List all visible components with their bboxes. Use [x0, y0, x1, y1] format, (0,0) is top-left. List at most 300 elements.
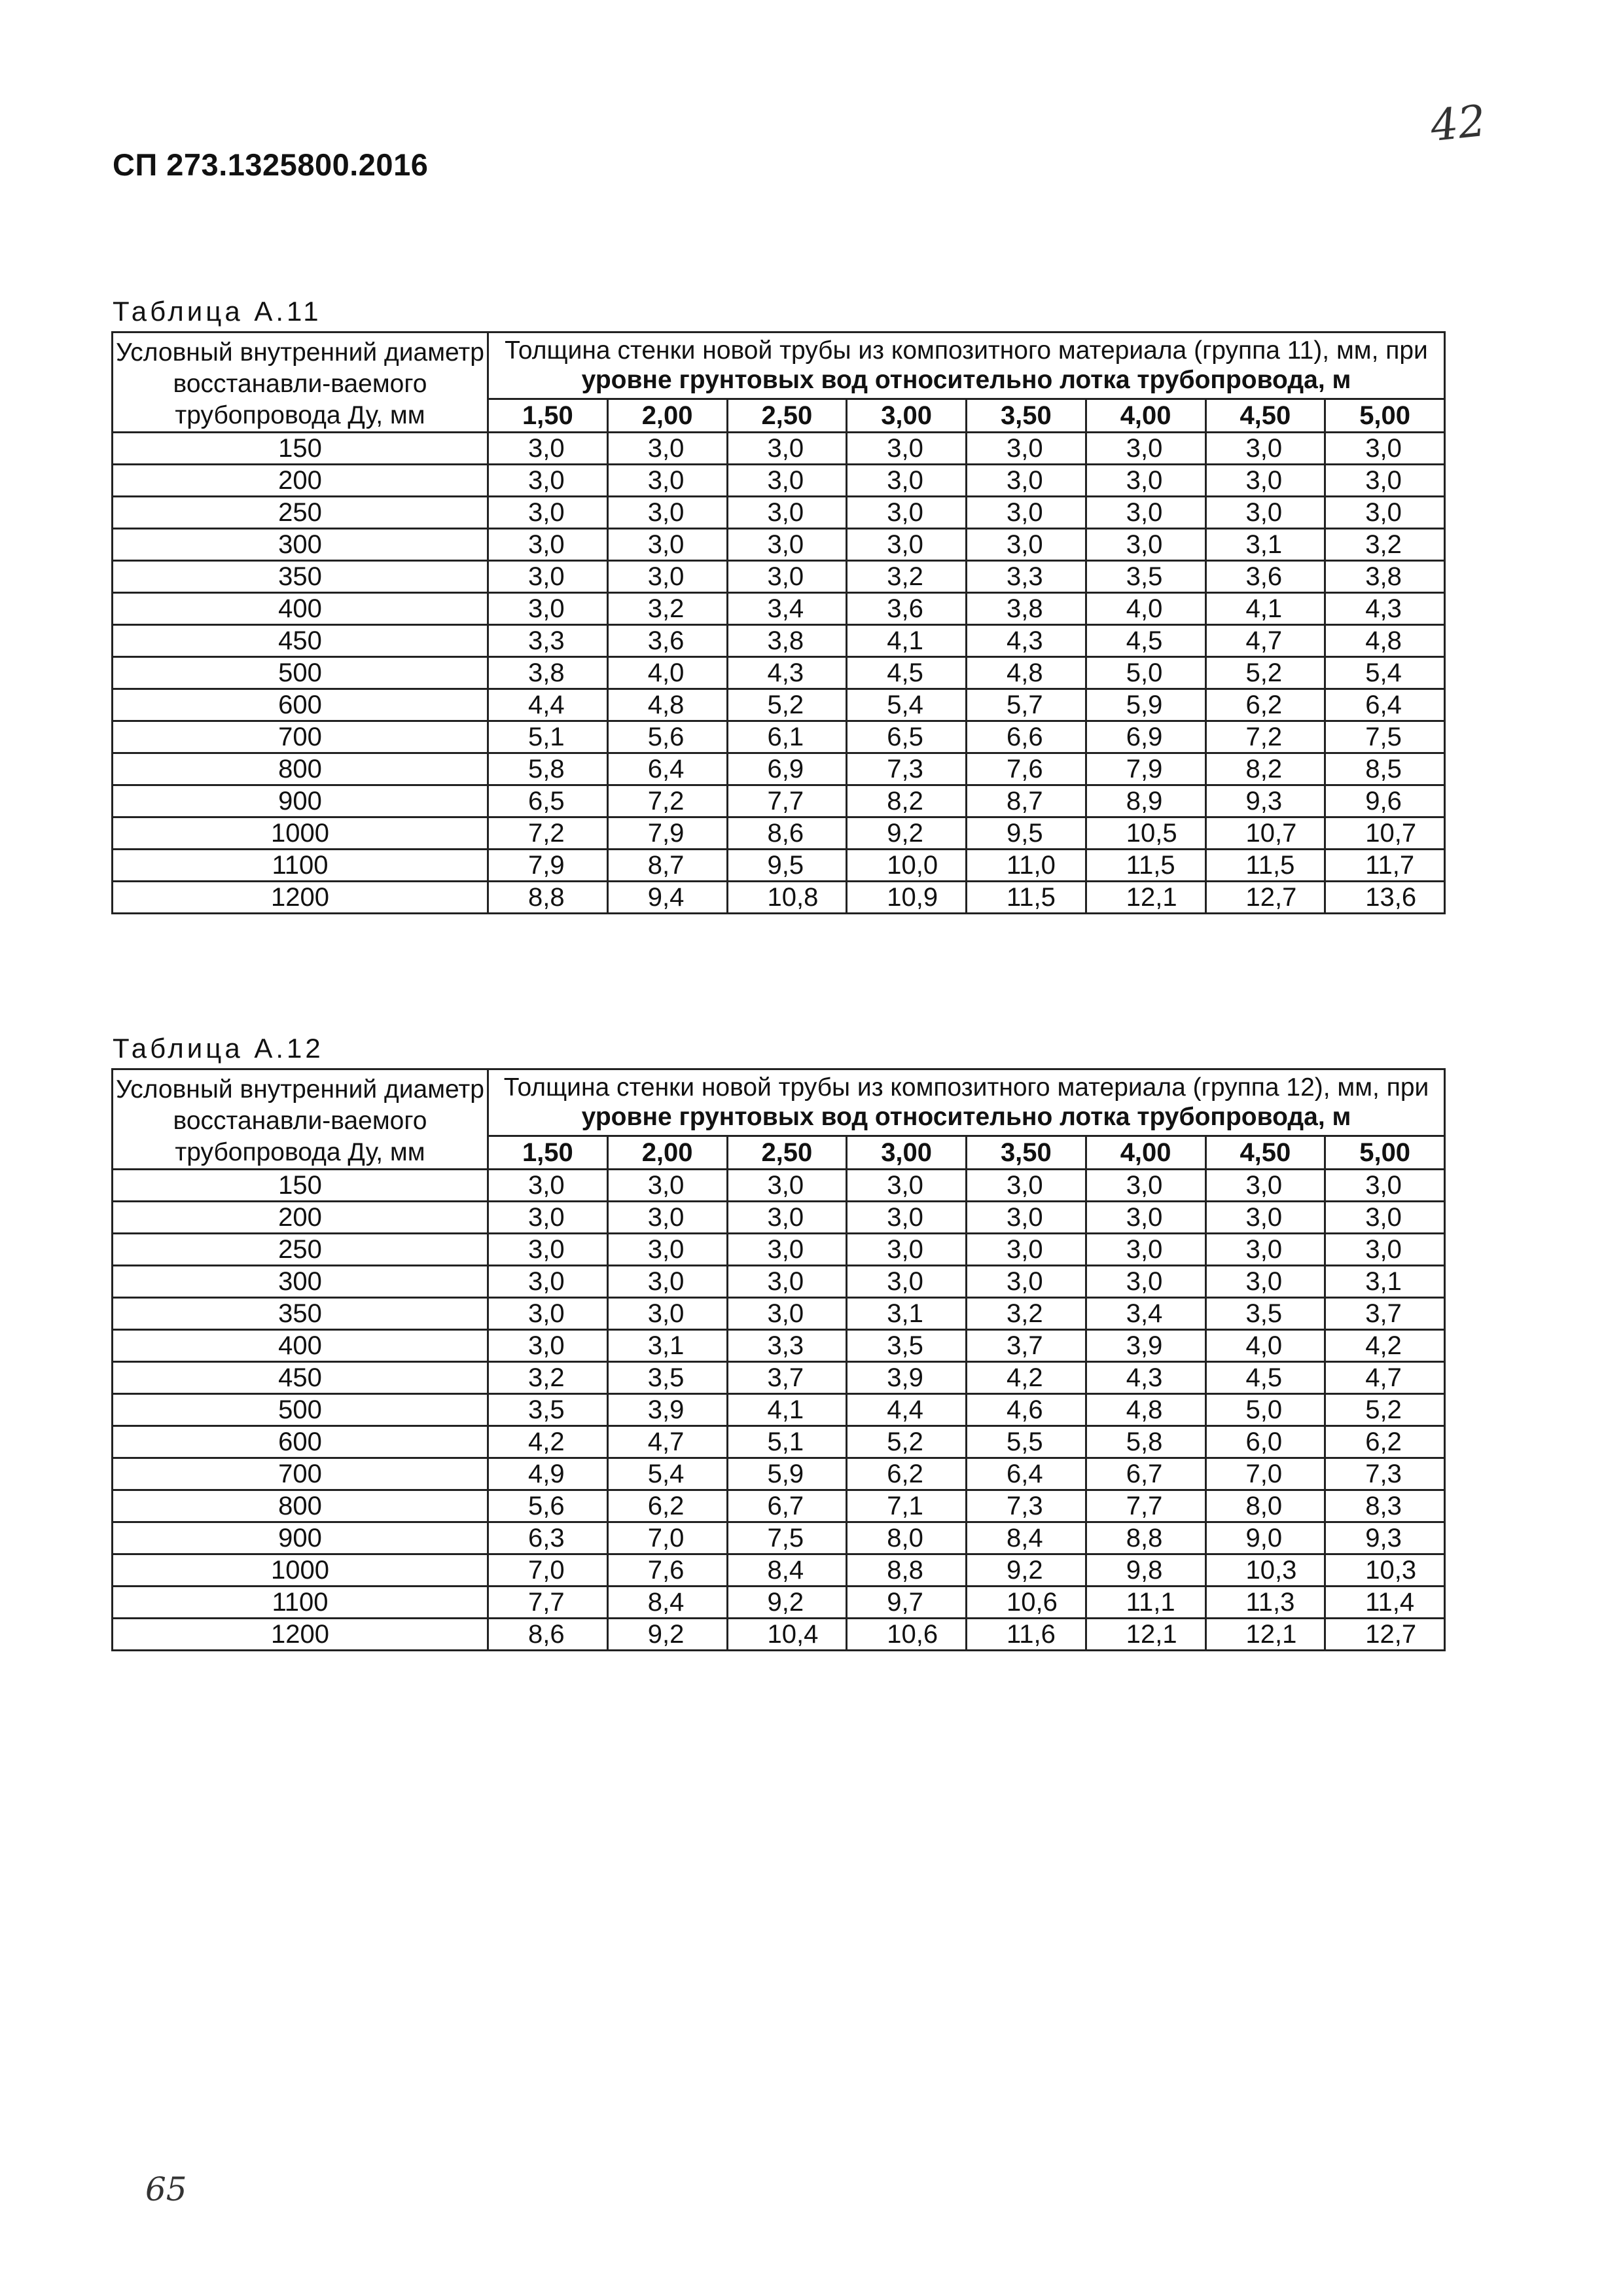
thickness-cell: 5,1 [727, 1426, 847, 1458]
table-body [113, 433, 1445, 914]
thickness-cell: 8,7 [967, 785, 1086, 817]
table-row [113, 1458, 1445, 1490]
thickness-cell: 8,8 [1086, 1522, 1205, 1554]
thickness-cell: 8,2 [1205, 753, 1325, 785]
table-row [113, 850, 1445, 882]
thickness-cell: 3,0 [967, 497, 1086, 529]
table-row [113, 1170, 1445, 1202]
thickness-cell: 3,0 [1205, 433, 1325, 465]
thickness-cell: 3,0 [727, 561, 847, 593]
thickness-cell: 3,1 [847, 1298, 967, 1330]
thickness-cell: 9,3 [1205, 785, 1325, 817]
thickness-cell: 3,0 [607, 497, 727, 529]
table-row [113, 1330, 1445, 1362]
thickness-cell: 4,2 [967, 1362, 1086, 1394]
thickness-cell: 3,0 [727, 1202, 847, 1234]
thickness-cell: 3,0 [488, 593, 608, 625]
thickness-cell: 3,0 [607, 433, 727, 465]
thickness-cell: 6,2 [847, 1458, 967, 1490]
thickness-cell: 7,2 [488, 817, 608, 850]
thickness-cell: 4,1 [1205, 593, 1325, 625]
thickness-cell: 8,8 [847, 1554, 967, 1587]
thickness-cell: 3,0 [488, 1298, 608, 1330]
thickness-cell: 3,0 [1086, 433, 1205, 465]
thickness-cell: 8,0 [1205, 1490, 1325, 1522]
column-header-diameter: Условный внутренний диаметр восстанавли-ваемого трубопровода Ду, мм [113, 332, 488, 433]
thickness-cell: 3,0 [607, 561, 727, 593]
thickness-cell: 3,0 [1086, 1202, 1205, 1234]
table-header-row [113, 332, 1445, 399]
diameter-cell: 1100 [113, 1587, 488, 1619]
thickness-cell: 8,4 [727, 1554, 847, 1587]
level-header: 2,00 [607, 1136, 727, 1170]
column-group-header [488, 1069, 1445, 1136]
thickness-cell: 3,0 [847, 529, 967, 561]
thickness-cell: 4,0 [1205, 1330, 1325, 1362]
thickness-cell: 5,1 [488, 721, 608, 753]
level-header: 5,00 [1325, 1136, 1445, 1170]
table-row [113, 1394, 1445, 1426]
thickness-cell: 3,0 [607, 1234, 727, 1266]
thickness-cell: 5,2 [1205, 657, 1325, 689]
diameter-cell: 350 [113, 561, 488, 593]
thickness-cell: 5,0 [1205, 1394, 1325, 1426]
thickness-cell: 6,5 [488, 785, 608, 817]
table-row [113, 817, 1445, 850]
diameter-cell: 700 [113, 721, 488, 753]
thickness-cell: 3,0 [1325, 433, 1445, 465]
thickness-cell: 8,4 [607, 1587, 727, 1619]
thickness-cell: 10,8 [727, 882, 847, 914]
thickness-cell: 5,0 [1086, 657, 1205, 689]
thickness-cell: 4,3 [967, 625, 1086, 657]
thickness-cell: 3,0 [488, 433, 608, 465]
thickness-cell: 3,2 [607, 593, 727, 625]
thickness-cell: 7,7 [1086, 1490, 1205, 1522]
thickness-cell: 3,0 [488, 1202, 608, 1234]
diameter-cell: 1200 [113, 882, 488, 914]
diameter-cell: 500 [113, 657, 488, 689]
thickness-cell: 12,1 [1205, 1619, 1325, 1651]
thickness-cell: 4,7 [1325, 1362, 1445, 1394]
table-row [113, 721, 1445, 753]
thickness-cell: 10,9 [847, 882, 967, 914]
thickness-cell: 12,1 [1086, 1619, 1205, 1651]
thickness-cell: 7,3 [967, 1490, 1086, 1522]
thickness-cell: 6,4 [1325, 689, 1445, 721]
thickness-cell: 3,0 [727, 433, 847, 465]
thickness-cell: 12,7 [1205, 882, 1325, 914]
diameter-cell: 250 [113, 1234, 488, 1266]
thickness-cell: 5,8 [488, 753, 608, 785]
thickness-cell: 4,3 [1086, 1362, 1205, 1394]
thickness-cell: 3,3 [488, 625, 608, 657]
thickness-cell: 10,6 [967, 1587, 1086, 1619]
thickness-cell: 5,9 [727, 1458, 847, 1490]
thickness-cell: 5,6 [607, 721, 727, 753]
diameter-cell: 900 [113, 785, 488, 817]
thickness-cell: 3,8 [488, 657, 608, 689]
thickness-cell: 3,0 [488, 1330, 608, 1362]
diameter-cell: 450 [113, 1362, 488, 1394]
thickness-cell: 3,6 [607, 625, 727, 657]
level-header: 3,50 [967, 1136, 1086, 1170]
thickness-cell: 10,3 [1205, 1554, 1325, 1587]
diameter-cell: 150 [113, 433, 488, 465]
thickness-cell: 5,7 [967, 689, 1086, 721]
thickness-cell: 3,0 [1205, 1202, 1325, 1234]
thickness-cell: 3,0 [607, 1298, 727, 1330]
thickness-cell: 3,0 [1205, 1234, 1325, 1266]
thickness-cell: 3,0 [607, 1202, 727, 1234]
thickness-cell: 4,5 [1205, 1362, 1325, 1394]
thickness-cell: 5,4 [847, 689, 967, 721]
table-row [113, 689, 1445, 721]
thickness-cell: 3,0 [967, 1266, 1086, 1298]
thickness-cell: 4,0 [607, 657, 727, 689]
thickness-cell: 4,2 [1325, 1330, 1445, 1362]
description-bold-text: уровне грунтовых вод относительно лотка трубопровода, м [581, 366, 1351, 394]
thickness-cell: 3,7 [967, 1330, 1086, 1362]
diameter-cell: 500 [113, 1394, 488, 1426]
thickness-cell: 3,0 [847, 1170, 967, 1202]
thickness-cell: 7,3 [1325, 1458, 1445, 1490]
thickness-cell: 3,8 [727, 625, 847, 657]
thickness-cell: 3,8 [1325, 561, 1445, 593]
thickness-cell: 3,0 [727, 1266, 847, 1298]
thickness-cell: 12,7 [1325, 1619, 1445, 1651]
description-text: Толщина стенки новой трубы из композитного материала (группа 12), мм, при [503, 1073, 1429, 1102]
thickness-cell: 3,0 [1086, 465, 1205, 497]
level-header: 4,50 [1205, 1136, 1325, 1170]
thickness-cell: 4,3 [727, 657, 847, 689]
thickness-cell: 3,0 [1325, 1202, 1445, 1234]
level-header: 4,00 [1086, 399, 1205, 433]
thickness-cell: 7,5 [1325, 721, 1445, 753]
table-row [113, 497, 1445, 529]
thickness-cell: 13,6 [1325, 882, 1445, 914]
thickness-cell: 3,0 [1325, 465, 1445, 497]
thickness-cell: 3,5 [607, 1362, 727, 1394]
table-row [113, 882, 1445, 914]
table-row [113, 529, 1445, 561]
thickness-cell: 9,4 [607, 882, 727, 914]
thickness-cell: 5,4 [607, 1458, 727, 1490]
thickness-cell: 5,4 [1325, 657, 1445, 689]
table-row [113, 1362, 1445, 1394]
thickness-cell: 3,9 [607, 1394, 727, 1426]
level-header: 4,50 [1205, 399, 1325, 433]
diameter-cell: 450 [113, 625, 488, 657]
table-row [113, 1202, 1445, 1234]
thickness-cell: 3,0 [847, 1266, 967, 1298]
table-header-row [113, 1069, 1445, 1136]
level-header: 1,50 [488, 399, 608, 433]
table-body [113, 1170, 1445, 1651]
column-group-header [488, 332, 1445, 399]
level-header: 2,50 [727, 1136, 847, 1170]
thickness-cell: 3,6 [1205, 561, 1325, 593]
description-text: Толщина стенки новой трубы из композитного материала (группа 11), мм, при [505, 336, 1428, 365]
thickness-cell: 6,0 [1205, 1426, 1325, 1458]
thickness-cell: 3,3 [967, 561, 1086, 593]
thickness-cell: 3,0 [607, 1170, 727, 1202]
thickness-cell: 5,8 [1086, 1426, 1205, 1458]
thickness-cell: 9,6 [1325, 785, 1445, 817]
column-header-diameter: Условный внутренний диаметр восстанавли-ваемого трубопровода Ду, мм [113, 1069, 488, 1170]
thickness-cell: 8,8 [488, 882, 608, 914]
thickness-cell: 5,2 [847, 1426, 967, 1458]
thickness-cell: 7,0 [1205, 1458, 1325, 1490]
thickness-cell: 3,7 [1325, 1298, 1445, 1330]
table-row [113, 433, 1445, 465]
thickness-cell: 7,7 [488, 1587, 608, 1619]
thickness-cell: 11,5 [967, 882, 1086, 914]
thickness-cell: 3,9 [847, 1362, 967, 1394]
thickness-cell: 5,2 [727, 689, 847, 721]
thickness-cell: 9,2 [847, 817, 967, 850]
thickness-cell: 3,0 [607, 465, 727, 497]
thickness-cell: 3,2 [847, 561, 967, 593]
thickness-cell: 11,4 [1325, 1587, 1445, 1619]
thickness-cell: 7,9 [1086, 753, 1205, 785]
thickness-cell: 9,2 [727, 1587, 847, 1619]
thickness-cell: 3,0 [488, 529, 608, 561]
thickness-cell: 3,0 [727, 465, 847, 497]
thickness-cell: 8,9 [1086, 785, 1205, 817]
thickness-cell: 10,7 [1205, 817, 1325, 850]
thickness-cell: 7,9 [607, 817, 727, 850]
thickness-cell: 3,4 [1086, 1298, 1205, 1330]
thickness-cell: 3,4 [727, 593, 847, 625]
diameter-cell: 300 [113, 529, 488, 561]
thickness-cell: 10,5 [1086, 817, 1205, 850]
thickness-cell: 4,4 [847, 1394, 967, 1426]
level-header: 2,50 [727, 399, 847, 433]
diameter-cell: 400 [113, 1330, 488, 1362]
diameter-cell: 600 [113, 689, 488, 721]
thickness-cell: 6,1 [727, 721, 847, 753]
diameter-cell: 900 [113, 1522, 488, 1554]
table-row [113, 1234, 1445, 1266]
thickness-cell: 3,0 [727, 1170, 847, 1202]
thickness-cell: 7,1 [847, 1490, 967, 1522]
thickness-cell: 4,6 [967, 1394, 1086, 1426]
thickness-cell: 4,7 [607, 1426, 727, 1458]
thickness-cell: 3,0 [727, 1298, 847, 1330]
thickness-cell: 3,0 [847, 497, 967, 529]
thickness-cell: 3,1 [1325, 1266, 1445, 1298]
diameter-cell: 800 [113, 1490, 488, 1522]
thickness-cell: 3,0 [847, 1202, 967, 1234]
thickness-cell: 7,9 [488, 850, 608, 882]
thickness-cell: 3,0 [607, 529, 727, 561]
diameter-cell: 200 [113, 1202, 488, 1234]
diameter-cell: 400 [113, 593, 488, 625]
thickness-cell: 10,7 [1325, 817, 1445, 850]
thickness-cell: 7,0 [488, 1554, 608, 1587]
thickness-cell: 10,3 [1325, 1554, 1445, 1587]
thickness-cell: 8,6 [488, 1619, 608, 1651]
diameter-cell: 1000 [113, 1554, 488, 1587]
thickness-cell: 8,2 [847, 785, 967, 817]
diameter-cell: 700 [113, 1458, 488, 1490]
thickness-cell: 6,9 [1086, 721, 1205, 753]
level-header: 3,00 [847, 399, 967, 433]
thickness-cell: 3,7 [727, 1362, 847, 1394]
thickness-cell: 4,1 [847, 625, 967, 657]
thickness-cell: 9,2 [607, 1619, 727, 1651]
diameter-cell: 200 [113, 465, 488, 497]
thickness-cell: 4,8 [607, 689, 727, 721]
level-header: 3,00 [847, 1136, 967, 1170]
thickness-cell: 3,2 [1325, 529, 1445, 561]
thickness-cell: 3,6 [847, 593, 967, 625]
thickness-cell: 4,9 [488, 1458, 608, 1490]
thickness-cell: 6,2 [1325, 1426, 1445, 1458]
thickness-cell: 3,1 [607, 1330, 727, 1362]
thickness-cell: 3,0 [967, 1202, 1086, 1234]
thickness-cell: 8,7 [607, 850, 727, 882]
thickness-cell: 3,5 [847, 1330, 967, 1362]
thickness-cell: 3,0 [967, 1234, 1086, 1266]
thickness-cell: 3,0 [1086, 529, 1205, 561]
thickness-cell: 5,5 [967, 1426, 1086, 1458]
thickness-cell: 9,3 [1325, 1522, 1445, 1554]
thickness-cell: 3,8 [967, 593, 1086, 625]
thickness-cell: 5,9 [1086, 689, 1205, 721]
thickness-cell: 7,5 [727, 1522, 847, 1554]
table-row [113, 1554, 1445, 1587]
diameter-cell: 300 [113, 1266, 488, 1298]
thickness-cell: 7,0 [607, 1522, 727, 1554]
diameter-cell: 1000 [113, 817, 488, 850]
thickness-cell: 3,0 [1086, 1234, 1205, 1266]
thickness-cell: 11,7 [1325, 850, 1445, 882]
thickness-cell: 6,3 [488, 1522, 608, 1554]
table-row [113, 1619, 1445, 1651]
data-table [111, 1068, 1446, 1651]
thickness-cell: 6,7 [1086, 1458, 1205, 1490]
thickness-cell: 3,0 [967, 1170, 1086, 1202]
table-row [113, 1587, 1445, 1619]
thickness-cell: 3,1 [1205, 529, 1325, 561]
thickness-cell: 10,0 [847, 850, 967, 882]
thickness-cell: 6,4 [967, 1458, 1086, 1490]
thickness-cell: 4,2 [488, 1426, 608, 1458]
thickness-cell: 3,0 [727, 529, 847, 561]
thickness-cell: 3,3 [727, 1330, 847, 1362]
thickness-cell: 4,8 [1086, 1394, 1205, 1426]
thickness-cell: 9,7 [847, 1587, 967, 1619]
thickness-cell: 3,0 [488, 1234, 608, 1266]
table-caption: Таблица А.12 [113, 1033, 324, 1064]
thickness-cell: 5,6 [488, 1490, 608, 1522]
thickness-cell: 4,5 [847, 657, 967, 689]
thickness-cell: 7,3 [847, 753, 967, 785]
thickness-cell: 3,5 [488, 1394, 608, 1426]
table-row [113, 625, 1445, 657]
thickness-cell: 6,2 [1205, 689, 1325, 721]
thickness-cell: 6,9 [727, 753, 847, 785]
table-row [113, 1298, 1445, 1330]
handwritten-page-number: 65 [145, 2170, 187, 2208]
level-header: 1,50 [488, 1136, 608, 1170]
thickness-cell: 6,7 [727, 1490, 847, 1522]
table-row [113, 657, 1445, 689]
document-code: СП 273.1325800.2016 [113, 147, 429, 182]
thickness-cell: 4,1 [727, 1394, 847, 1426]
thickness-cell: 4,7 [1205, 625, 1325, 657]
diameter-cell: 350 [113, 1298, 488, 1330]
thickness-cell: 3,0 [488, 465, 608, 497]
table-row [113, 465, 1445, 497]
level-header: 2,00 [607, 399, 727, 433]
thickness-cell: 3,0 [1205, 497, 1325, 529]
thickness-cell: 3,0 [847, 433, 967, 465]
thickness-cell: 6,4 [607, 753, 727, 785]
thickness-cell: 3,2 [488, 1362, 608, 1394]
table-row [113, 785, 1445, 817]
thickness-cell: 9,0 [1205, 1522, 1325, 1554]
table-row [113, 1426, 1445, 1458]
thickness-cell: 3,0 [488, 1170, 608, 1202]
thickness-cell: 7,6 [607, 1554, 727, 1587]
level-header: 4,00 [1086, 1136, 1205, 1170]
level-header: 3,50 [967, 399, 1086, 433]
diameter-cell: 1200 [113, 1619, 488, 1651]
table-row [113, 1522, 1445, 1554]
thickness-cell: 8,0 [847, 1522, 967, 1554]
thickness-cell: 3,0 [488, 1266, 608, 1298]
thickness-cell: 3,0 [488, 561, 608, 593]
diameter-cell: 150 [113, 1170, 488, 1202]
thickness-cell: 6,5 [847, 721, 967, 753]
thickness-cell: 11,0 [967, 850, 1086, 882]
diameter-cell: 250 [113, 497, 488, 529]
table-row [113, 1266, 1445, 1298]
thickness-cell: 4,0 [1086, 593, 1205, 625]
thickness-cell: 8,5 [1325, 753, 1445, 785]
thickness-cell: 3,5 [1205, 1298, 1325, 1330]
thickness-cell: 11,3 [1205, 1587, 1325, 1619]
level-header: 5,00 [1325, 399, 1445, 433]
thickness-cell: 11,5 [1086, 850, 1205, 882]
thickness-cell: 4,3 [1325, 593, 1445, 625]
thickness-cell: 5,2 [1325, 1394, 1445, 1426]
handwritten-sheet-number: 42 [1428, 95, 1488, 152]
thickness-cell: 11,1 [1086, 1587, 1205, 1619]
thickness-cell: 3,0 [967, 529, 1086, 561]
thickness-cell: 3,9 [1086, 1330, 1205, 1362]
thickness-cell: 3,0 [1205, 1266, 1325, 1298]
table-row [113, 561, 1445, 593]
description-bold-text: уровне грунтовых вод относительно лотка трубопровода, м [581, 1103, 1351, 1131]
thickness-cell: 3,0 [967, 433, 1086, 465]
thickness-cell: 7,6 [967, 753, 1086, 785]
thickness-cell: 10,4 [727, 1619, 847, 1651]
thickness-cell: 3,0 [967, 465, 1086, 497]
thickness-cell: 4,8 [967, 657, 1086, 689]
thickness-cell: 3,0 [488, 497, 608, 529]
thickness-cell: 3,0 [1325, 497, 1445, 529]
table-row [113, 1490, 1445, 1522]
data-table [111, 331, 1446, 914]
thickness-cell: 3,2 [967, 1298, 1086, 1330]
thickness-cell: 3,0 [727, 497, 847, 529]
thickness-cell: 3,0 [1086, 497, 1205, 529]
thickness-cell: 3,0 [1205, 465, 1325, 497]
